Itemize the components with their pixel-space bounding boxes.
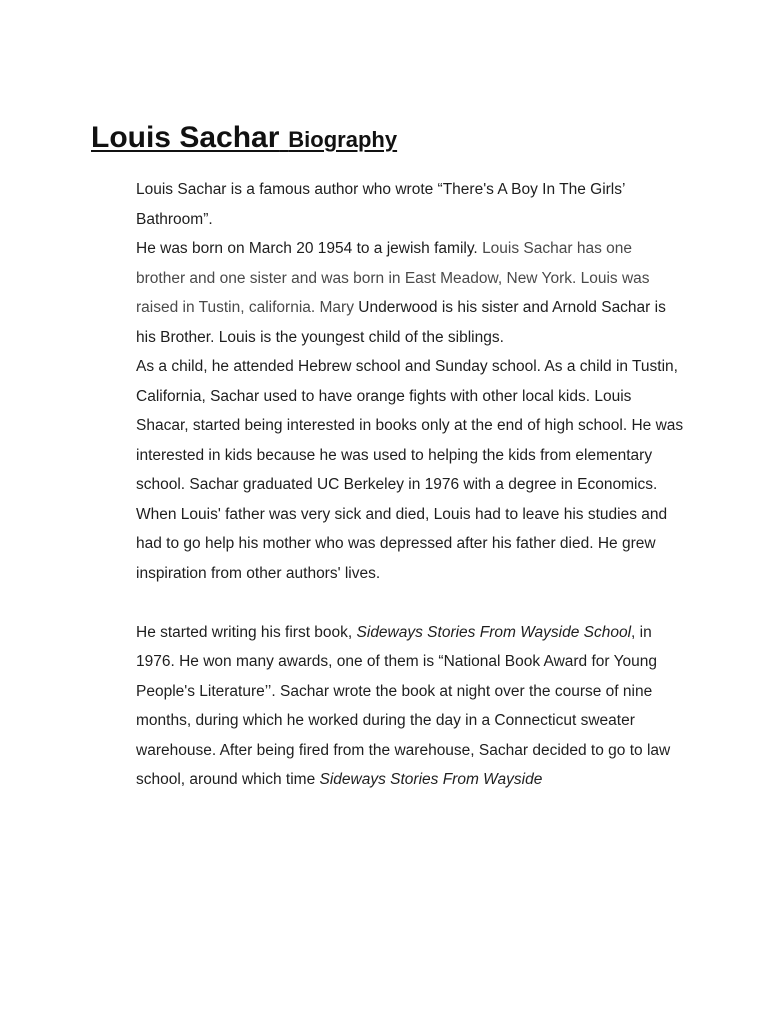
page-title — [91, 118, 397, 155]
paragraph-career — [136, 618, 684, 795]
title-sub: Biography — [288, 127, 398, 152]
paragraph-gap — [136, 588, 684, 618]
paragraph-birth — [136, 234, 684, 352]
paragraph-intro: Louis Sachar is a famous author who wrote “There's A Boy In The Girls’ Bathroom”. — [136, 181, 625, 228]
body-text — [136, 175, 684, 795]
book-title-italic-continued: Sideways Stories From Wayside — [319, 771, 543, 788]
title-main: Louis Sachar — [91, 121, 280, 154]
career-details: , in 1976. He won many awards, one of them is “National Book Award for Young People's Literature’’. Sachar wrote the book at night over the course of nine months, during which he worked during the day in a Connecticut sweater warehouse. After being fired from the warehouse, Sachar decided to go to law school, around which time — [136, 623, 671, 788]
birth-sentence: He was born on March 20 1954 to a jewish family. — [136, 240, 483, 257]
paragraph-childhood: As a child, he attended Hebrew school and Sunday school. As a child in Tustin, California, Sachar used to have orange fights with other local kids. Louis Shacar, started being interested in books only at the end of high school. He was interested in kids because he was used to helping the kids from elementary school. Sachar graduated UC Berkeley in 1976 with a degree in Economics. When Louis' father was very sick and died, Louis had to leave his studies and had to go help his mother who was depressed after his father died. He grew inspiration from other authors' lives. — [136, 358, 684, 582]
siblings-sentences: Underwood is his sister and Arnold Sachar is his Brother. Louis is the youngest child of the siblings. — [136, 299, 666, 346]
career-intro: He started writing his first book, — [136, 623, 357, 641]
family-sentences: Louis Sachar has one brother and one sister and was born in East Meadow, New York. Louis was raised in Tustin, california. Mary — [136, 240, 650, 316]
book-title-italic: Sideways Stories From Wayside School — [356, 623, 632, 641]
